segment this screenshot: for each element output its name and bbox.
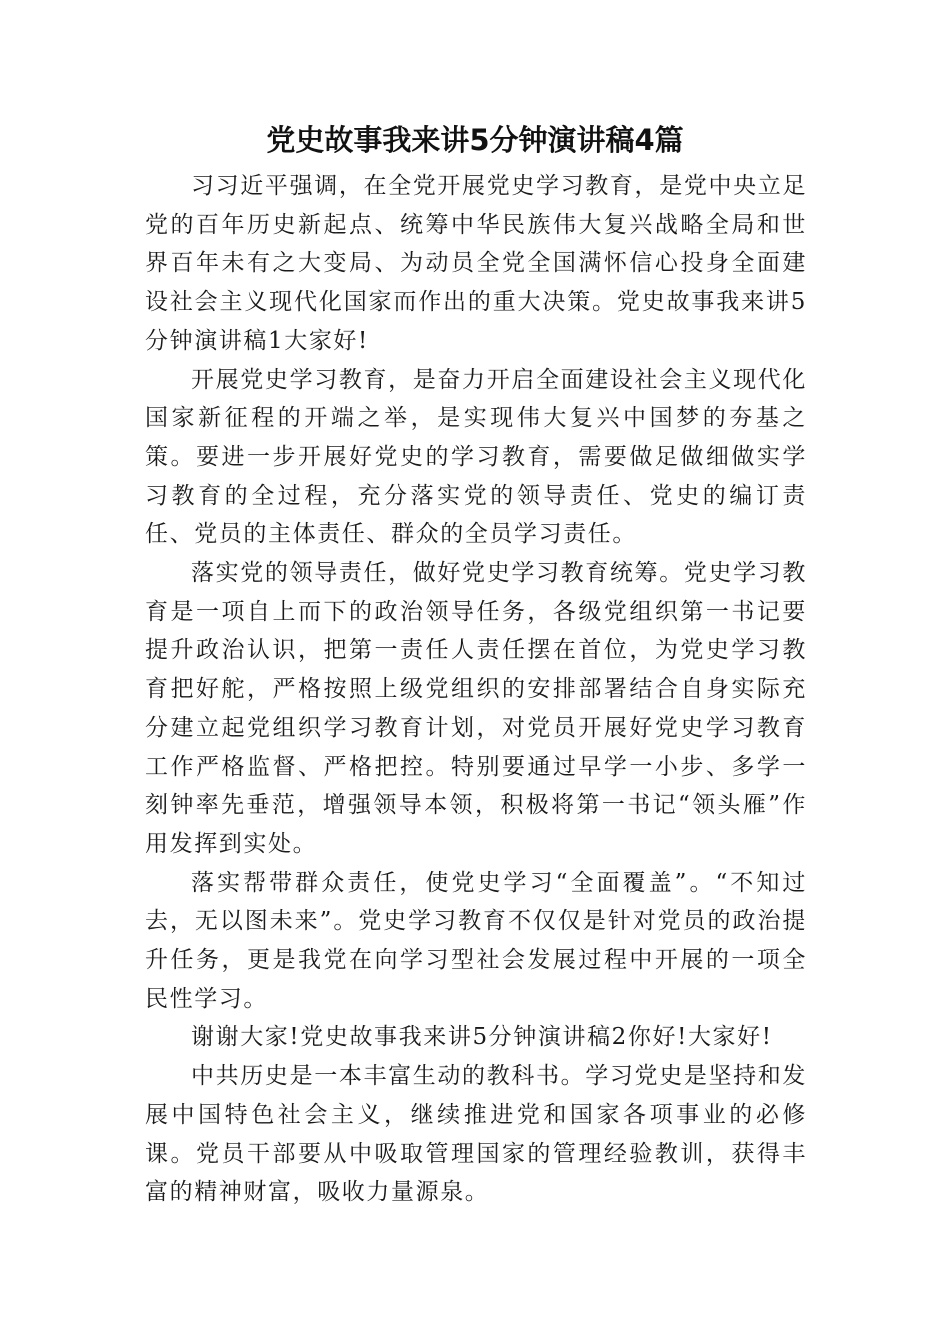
paragraph-5: 谢谢大家!党史故事我来讲5分钟演讲稿2你好!大家好! bbox=[191, 1024, 773, 1051]
document-title: 党史故事我来讲5分钟演讲稿4篇 bbox=[266, 123, 684, 157]
paragraph-1: 习习近平强调，在全党开展党史学习教育，是党中央立足党的百年历史新起点、统筹中华民族伟大复兴战略全局和世界百年未有之大变局、为动员全党全国满怀信心投身全面建设社会主义现代化国家而作出的重大决策。党史故事我来讲5分钟演讲稿1大家好! bbox=[145, 173, 807, 354]
paragraph-4: 落实帮带群众责任，使党史学习“全面覆盖”。“不知过去，无以图未来”。党史学习教育不仅仅是针对党员的政治提升任务，更是我党在向学习型社会发展过程中开展的一项全民性学习。 bbox=[145, 869, 807, 1012]
paragraph-2: 开展党史学习教育，是奋力开启全面建设社会主义现代化国家新征程的开端之举，是实现伟大复兴中国梦的夯基之策。要进一步开展好党史的学习教育，需要做足做细做实学习教育的全过程，充分落实党的领导责任、党史的编订责任、党员的主体责任、群众的全员学习责任。 bbox=[145, 366, 807, 548]
paragraph-6: 中共历史是一本丰富生动的教科书。学习党史是坚持和发展中国特色社会主义，继续推进党和国家各项事业的必修课。党员干部要从中吸取管理国家的管理经验教训，获得丰富的精神财富，吸收力量源泉。 bbox=[145, 1063, 807, 1206]
document-body bbox=[145, 167, 807, 1212]
paragraph-3: 落实党的领导责任，做好党史学习教育统筹。党史学习教育是一项自上而下的政治领导任务，各级党组织第一书记要提升政治认识，把第一责任人责任摆在首位，为党史学习教育把好舵，严格按照上级党组织的安排部署结合自身实际充分建立起党组织学习教育计划，对党员开展好党史学习教育工作严格监督、严格把控。特别要通过早学一小步、多学一刻钟率先垂范，增强领导本领，积极将第一书记“领头雁”作用发挥到实处。 bbox=[145, 560, 807, 857]
